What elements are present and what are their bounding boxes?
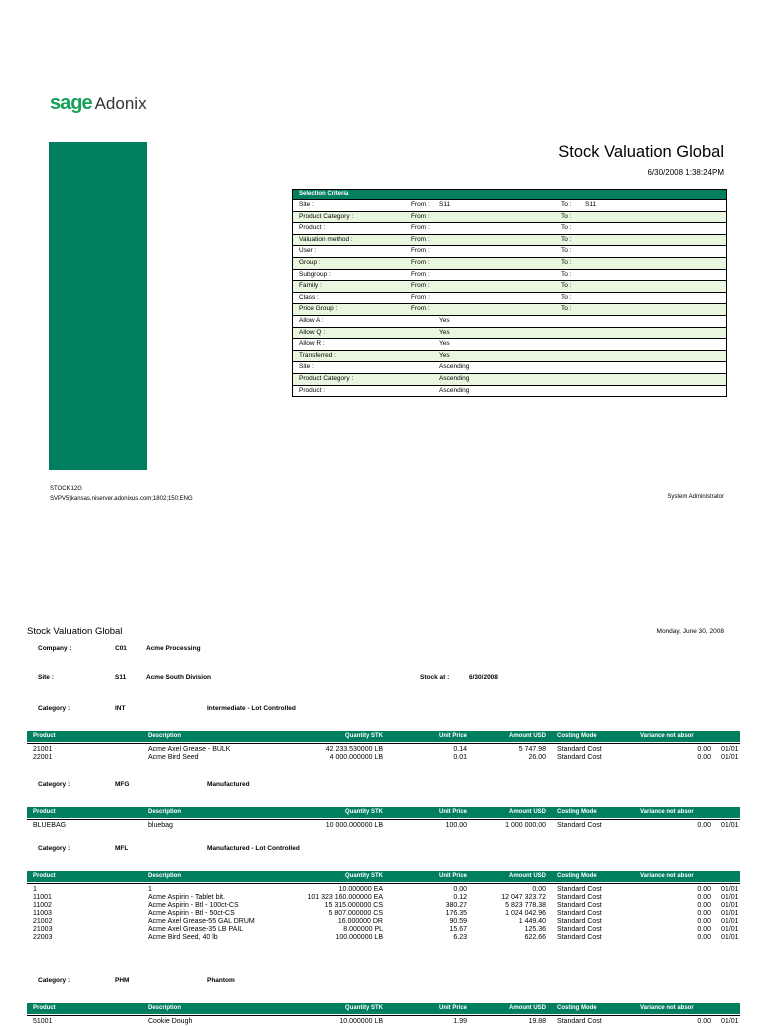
criteria-row bbox=[293, 257, 726, 269]
criteria-to-label: To : bbox=[561, 258, 572, 266]
col-amount: Amount USD bbox=[509, 808, 546, 815]
criteria-to-label: To : bbox=[561, 305, 572, 313]
criteria-row bbox=[293, 280, 726, 292]
cell-product: 21001 bbox=[33, 746, 53, 753]
col-product: Product bbox=[33, 1004, 56, 1011]
option-value: Yes bbox=[439, 351, 450, 359]
company-code: C01 bbox=[115, 645, 127, 652]
cell-unit-price: 1.99 bbox=[453, 1018, 467, 1025]
category-label: Category : bbox=[38, 705, 71, 712]
cell-description: Acme Bird Seed bbox=[148, 754, 199, 761]
selection-criteria-table bbox=[292, 189, 727, 397]
col-quantity: Quantity STK bbox=[344, 872, 383, 879]
option-label: Allow Q : bbox=[299, 328, 326, 336]
option-row bbox=[293, 338, 726, 350]
cell-product: 22003 bbox=[33, 934, 53, 941]
col-unit-price: Unit Price bbox=[438, 808, 467, 815]
option-value: Ascending bbox=[439, 386, 470, 394]
cell-amount: 19.88 bbox=[528, 1018, 546, 1025]
option-value: Yes bbox=[439, 328, 450, 336]
header-rule bbox=[27, 743, 740, 744]
cell-unit-price: 0.00 bbox=[453, 886, 467, 893]
option-row bbox=[293, 350, 726, 362]
cell-quantity: 100.000000 LB bbox=[335, 934, 383, 941]
cell-variance: 0.00 bbox=[697, 934, 711, 941]
criteria-row bbox=[293, 303, 726, 315]
cell-costing-mode: Standard Cost bbox=[557, 910, 602, 917]
cell-variance: 0.00 bbox=[697, 910, 711, 917]
cell-unit-price: 15.67 bbox=[449, 926, 467, 933]
category-code: INT bbox=[115, 705, 126, 712]
cell-costing-mode: Standard Cost bbox=[557, 822, 602, 829]
cell-quantity: 15 315.000000 CS bbox=[324, 902, 383, 909]
cell-date: 01/01 bbox=[721, 910, 739, 917]
cell-date: 01/01 bbox=[721, 886, 739, 893]
cell-amount: 12 047 323.72 bbox=[501, 894, 546, 901]
option-row bbox=[293, 385, 726, 397]
cell-amount: 1 000 000.00 bbox=[505, 822, 546, 829]
cell-date: 01/01 bbox=[721, 934, 739, 941]
cell-quantity: 10 000.000000 LB bbox=[325, 822, 383, 829]
cell-costing-mode: Standard Cost bbox=[557, 902, 602, 909]
cell-description: Acme Aspirin - Btl - 100ct-CS bbox=[148, 902, 239, 909]
col-costing-mode: Costing Mode bbox=[557, 732, 597, 739]
cell-product: 1 bbox=[33, 886, 37, 893]
table-row bbox=[27, 746, 768, 754]
cell-variance: 0.00 bbox=[697, 754, 711, 761]
selection-criteria-header: Selection Criteria bbox=[293, 190, 726, 199]
table-row bbox=[27, 822, 768, 830]
cover-title: Stock Valuation Global bbox=[558, 143, 724, 161]
category-code: PHM bbox=[115, 977, 130, 984]
cell-quantity: 101 323 160.000000 EA bbox=[307, 894, 383, 901]
header-rule bbox=[27, 1015, 740, 1016]
col-product: Product bbox=[33, 808, 56, 815]
cell-variance: 0.00 bbox=[697, 822, 711, 829]
cell-quantity: 42 233.530000 LB bbox=[325, 746, 383, 753]
cell-variance: 0.00 bbox=[697, 1018, 711, 1025]
table-row bbox=[27, 894, 768, 902]
criteria-from-label: From : bbox=[411, 201, 430, 208]
criteria-row bbox=[293, 234, 726, 246]
criteria-from-value: S11 bbox=[439, 201, 451, 208]
company-name: Acme Processing bbox=[146, 645, 201, 652]
cell-product: 11003 bbox=[33, 910, 52, 917]
criteria-to-label: To : bbox=[561, 270, 572, 278]
col-amount: Amount USD bbox=[509, 1004, 546, 1011]
cell-costing-mode: Standard Cost bbox=[557, 934, 602, 941]
cell-variance: 0.00 bbox=[697, 902, 711, 909]
stock-at-value: 6/30/2008 bbox=[469, 674, 498, 681]
cell-unit-price: 176.35 bbox=[445, 910, 467, 917]
sage-adonix-logo bbox=[50, 92, 147, 115]
cell-product: 11001 bbox=[33, 894, 52, 901]
criteria-from-label: From : bbox=[411, 258, 430, 266]
criteria-to-label: To : bbox=[561, 282, 572, 290]
cell-product: 21003 bbox=[33, 926, 53, 933]
cell-unit-price: 90.59 bbox=[449, 918, 467, 925]
cover-green-bar bbox=[49, 142, 147, 470]
cell-amount: 26.00 bbox=[528, 754, 546, 761]
cell-date: 01/01 bbox=[721, 918, 739, 925]
option-label: Site : bbox=[299, 363, 314, 371]
criteria-label: Site : bbox=[299, 201, 314, 208]
criteria-from-label: From : bbox=[411, 235, 430, 243]
col-variance: Variance not absor bbox=[640, 1004, 694, 1011]
table-row bbox=[27, 918, 768, 926]
cell-costing-mode: Standard Cost bbox=[557, 886, 602, 893]
category-code: MFG bbox=[115, 781, 130, 788]
criteria-row bbox=[293, 211, 726, 223]
col-description: Description bbox=[148, 732, 182, 739]
criteria-to-label: To : bbox=[561, 201, 572, 208]
cell-date: 01/01 bbox=[721, 746, 739, 753]
site-name: Acme South Division bbox=[146, 674, 212, 681]
cell-costing-mode: Standard Cost bbox=[557, 894, 602, 901]
cell-date: 01/01 bbox=[721, 822, 739, 829]
table-row bbox=[27, 754, 768, 762]
cell-product: 11002 bbox=[33, 902, 52, 909]
report-code: STOCK12G bbox=[50, 486, 82, 492]
cell-product: 22001 bbox=[33, 754, 53, 761]
cell-description: Acme Axel Grease-35 LB PAIL bbox=[148, 926, 244, 933]
option-row bbox=[293, 361, 726, 373]
table-row bbox=[27, 926, 768, 934]
cell-costing-mode: Standard Cost bbox=[557, 746, 602, 753]
cell-amount: 622.66 bbox=[524, 934, 546, 941]
cell-unit-price: 6.23 bbox=[453, 934, 467, 941]
cell-date: 01/01 bbox=[721, 894, 739, 901]
category-label: Category : bbox=[38, 977, 71, 984]
criteria-to-value: S11 bbox=[585, 201, 597, 208]
criteria-label: Valuation method : bbox=[299, 235, 353, 243]
criteria-row bbox=[293, 292, 726, 304]
cell-costing-mode: Standard Cost bbox=[557, 754, 602, 761]
cell-amount: 5 823 778.38 bbox=[505, 902, 546, 909]
col-description: Description bbox=[148, 1004, 182, 1011]
option-value: Ascending bbox=[439, 374, 470, 382]
cell-unit-price: 0.14 bbox=[453, 746, 467, 753]
cell-description: Acme Bird Seed, 40 lb bbox=[148, 934, 218, 941]
col-product: Product bbox=[33, 872, 56, 879]
col-variance: Variance not absor bbox=[640, 808, 694, 815]
criteria-to-label: To : bbox=[561, 212, 572, 220]
table-row bbox=[27, 886, 768, 894]
server-info: SVPV5|kansas.niserver.adonixus.com;1802;150;ENG bbox=[50, 496, 193, 502]
col-unit-price: Unit Price bbox=[438, 732, 467, 739]
header-rule bbox=[27, 883, 740, 884]
cell-description: Cookie Dough bbox=[148, 1018, 193, 1025]
criteria-label: Family : bbox=[299, 282, 322, 290]
cell-quantity: 16.000000 DR bbox=[337, 918, 383, 925]
criteria-from-label: From : bbox=[411, 270, 430, 278]
cell-date: 01/01 bbox=[721, 926, 739, 933]
cell-date: 01/01 bbox=[721, 902, 739, 909]
cell-quantity: 10.000000 LB bbox=[339, 1018, 383, 1025]
criteria-label: Product : bbox=[299, 224, 326, 232]
category-name: Intermediate - Lot Controlled bbox=[207, 705, 296, 712]
criteria-label: Product Category : bbox=[299, 212, 354, 220]
criteria-row bbox=[293, 245, 726, 257]
cell-unit-price: 0.01 bbox=[453, 754, 467, 761]
col-quantity: Quantity STK bbox=[344, 732, 383, 739]
criteria-from-label: From : bbox=[411, 224, 430, 232]
cell-date: 01/01 bbox=[721, 754, 739, 761]
cell-amount: 1 024 042.96 bbox=[505, 910, 546, 917]
cell-unit-price: 100.00 bbox=[445, 822, 467, 829]
column-header-bar bbox=[27, 807, 740, 818]
cell-description: Acme Axel Grease-55 GAL DRUM bbox=[148, 918, 255, 925]
column-header-bar bbox=[27, 1003, 740, 1014]
col-quantity: Quantity STK bbox=[344, 1004, 383, 1011]
cell-description: Acme Axel Grease - BULK bbox=[148, 746, 231, 753]
option-row bbox=[293, 327, 726, 339]
col-amount: Amount USD bbox=[509, 872, 546, 879]
option-label: Transferred : bbox=[299, 351, 336, 359]
option-value: Yes bbox=[439, 316, 450, 324]
criteria-to-label: To : bbox=[561, 224, 572, 232]
logo-sage: sage bbox=[50, 92, 92, 114]
criteria-row bbox=[293, 269, 726, 281]
cell-date: 01/01 bbox=[721, 1018, 739, 1025]
criteria-label: Group : bbox=[299, 258, 321, 266]
criteria-to-label: To : bbox=[561, 247, 572, 255]
criteria-to-label: To : bbox=[561, 293, 572, 301]
col-unit-price: Unit Price bbox=[438, 872, 467, 879]
cell-variance: 0.00 bbox=[697, 926, 711, 933]
table-row bbox=[27, 902, 768, 910]
criteria-label: User : bbox=[299, 247, 317, 255]
column-header-bar bbox=[27, 871, 740, 882]
category-name: Phantom bbox=[207, 977, 235, 984]
logo-adonix: Adonix bbox=[94, 94, 147, 113]
col-costing-mode: Costing Mode bbox=[557, 1004, 597, 1011]
criteria-from-label: From : bbox=[411, 305, 430, 313]
cover-footer-left bbox=[50, 484, 193, 504]
criteria-from-label: From : bbox=[411, 212, 430, 220]
cell-variance: 0.00 bbox=[697, 894, 711, 901]
col-amount: Amount USD bbox=[509, 732, 546, 739]
col-description: Description bbox=[148, 808, 182, 815]
cell-variance: 0.00 bbox=[697, 746, 711, 753]
col-description: Description bbox=[148, 872, 182, 879]
site-code: S11 bbox=[115, 674, 127, 681]
cell-variance: 0.00 bbox=[697, 918, 711, 925]
criteria-label: Price Group : bbox=[299, 305, 338, 313]
column-header-bar bbox=[27, 731, 740, 742]
report-title: Stock Valuation Global bbox=[27, 626, 123, 637]
criteria-to-label: To : bbox=[561, 235, 572, 243]
criteria-label: Class : bbox=[299, 293, 319, 301]
site-label: Site : bbox=[38, 674, 54, 681]
company-label: Company : bbox=[38, 645, 72, 652]
criteria-from-label: From : bbox=[411, 282, 430, 290]
cell-costing-mode: Standard Cost bbox=[557, 918, 602, 925]
option-row bbox=[293, 373, 726, 385]
cell-unit-price: 0.12 bbox=[453, 894, 467, 901]
cell-description: Acme Aspirin - Tablet bit. bbox=[148, 894, 225, 901]
cell-variance: 0.00 bbox=[697, 886, 711, 893]
cell-product: 21002 bbox=[33, 918, 53, 925]
criteria-label: Subgroup : bbox=[299, 270, 331, 278]
cell-product: 51001 bbox=[33, 1018, 53, 1025]
cell-amount: 125.36 bbox=[524, 926, 546, 933]
col-quantity: Quantity STK bbox=[344, 808, 383, 815]
table-row bbox=[27, 934, 768, 942]
option-label: Product : bbox=[299, 386, 326, 394]
category-label: Category : bbox=[38, 845, 71, 852]
cover-footer-user: System Administrator bbox=[667, 494, 724, 500]
cell-amount: 1 449.40 bbox=[518, 918, 546, 925]
cell-amount: 5 747.98 bbox=[518, 746, 546, 753]
col-variance: Variance not absor bbox=[640, 732, 694, 739]
option-value: Yes bbox=[439, 340, 450, 348]
criteria-from-label: From : bbox=[411, 293, 430, 301]
cell-quantity: 5 807.000000 CS bbox=[328, 910, 383, 917]
cell-unit-price: 380.27 bbox=[445, 902, 467, 909]
col-costing-mode: Costing Mode bbox=[557, 872, 597, 879]
cover-datetime: 6/30/2008 1:38:24PM bbox=[647, 168, 724, 177]
table-row bbox=[27, 910, 768, 918]
cell-amount: 0.00 bbox=[532, 886, 546, 893]
criteria-from-label: From : bbox=[411, 247, 430, 255]
option-value: Ascending bbox=[439, 363, 470, 371]
cell-description: Acme Aspirin - Btl - 50ct-CS bbox=[148, 910, 235, 917]
criteria-row bbox=[293, 199, 726, 211]
category-label: Category : bbox=[38, 781, 71, 788]
table-row bbox=[27, 1018, 768, 1026]
option-label: Allow A : bbox=[299, 316, 324, 324]
option-row bbox=[293, 315, 726, 327]
option-label: Product Category : bbox=[299, 374, 354, 382]
col-variance: Variance not absor bbox=[640, 872, 694, 879]
cell-costing-mode: Standard Cost bbox=[557, 926, 602, 933]
category-name: Manufactured bbox=[207, 781, 250, 788]
category-name: Manufactured - Lot Controlled bbox=[207, 845, 300, 852]
cell-description: 1 bbox=[148, 886, 152, 893]
stock-at-label: Stock at : bbox=[420, 674, 450, 681]
cell-quantity: 10.000000 EA bbox=[338, 886, 383, 893]
cell-quantity: 4 000.000000 LB bbox=[329, 754, 383, 761]
cell-quantity: 8.000000 PL bbox=[343, 926, 383, 933]
cell-description: bluebag bbox=[148, 822, 173, 829]
cell-product: BLUEBAG bbox=[33, 822, 67, 829]
category-code: MFL bbox=[115, 845, 129, 852]
col-product: Product bbox=[33, 732, 56, 739]
cell-costing-mode: Standard Cost bbox=[557, 1018, 602, 1025]
col-unit-price: Unit Price bbox=[438, 1004, 467, 1011]
col-costing-mode: Costing Mode bbox=[557, 808, 597, 815]
report-date: Monday, June 30, 2008 bbox=[656, 628, 724, 635]
criteria-row bbox=[293, 222, 726, 234]
header-rule bbox=[27, 819, 740, 820]
option-label: Allow R : bbox=[299, 340, 325, 348]
